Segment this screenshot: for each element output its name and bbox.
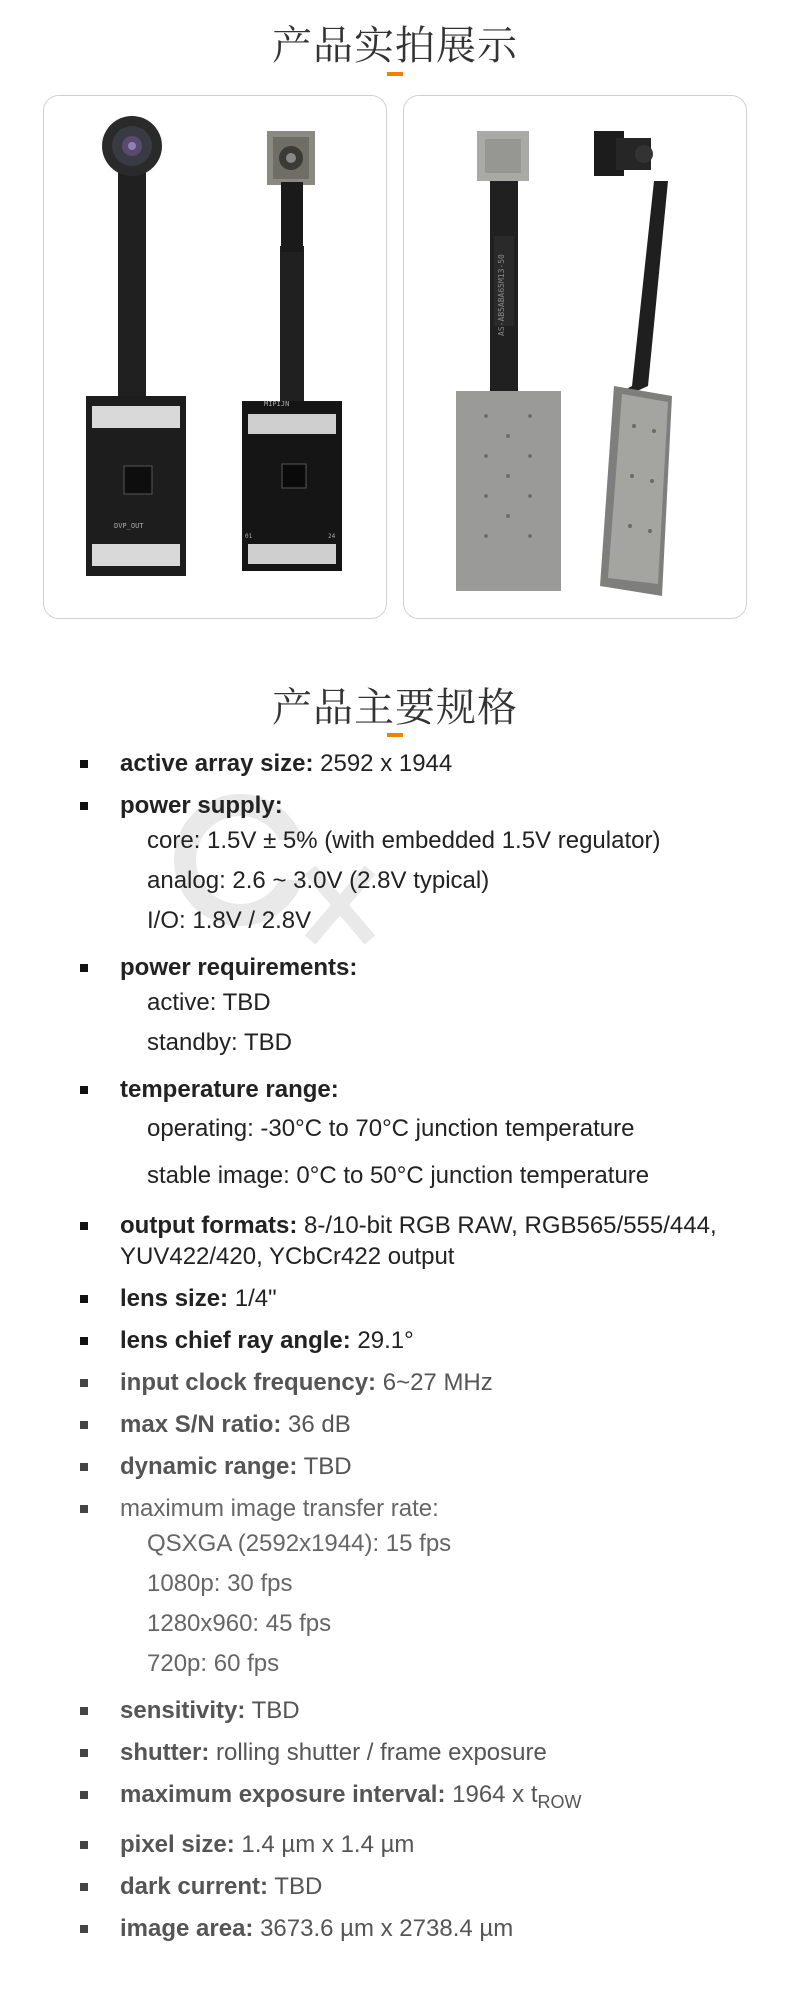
bullet-icon	[80, 1505, 88, 1513]
spec-dynamic-range: dynamic range: TBD	[80, 1451, 770, 1482]
spec-sub-line: 720p: 60 fps	[147, 1650, 280, 1677]
spec-sub-line: I/O: 1.8V / 2.8V	[147, 907, 312, 934]
spec-sub-line: standby: TBD	[147, 1029, 292, 1056]
spec-sub-line: 1080p: 30 fps	[147, 1570, 293, 1597]
bullet-icon	[80, 964, 88, 972]
spec-lens-size: lens size: 1/4"	[80, 1283, 770, 1314]
bullet-icon	[80, 802, 88, 810]
title-accent-bar-2	[387, 733, 403, 737]
svg-text:AS-AB5ABA65M13-50: AS-AB5ABA65M13-50	[497, 254, 506, 336]
bullet-icon	[80, 1463, 88, 1471]
camera-module-front-photo	[44, 96, 386, 618]
spec-power-requirements: power requirements: active: TBD standby: TBD	[80, 952, 770, 1063]
spec-list	[80, 748, 770, 1955]
spec-output-formats: output formats: 8-/10-bit RGB RAW, RGB565/555/444, YUV422/420, YCbCr422 output	[80, 1210, 770, 1272]
bullet-icon	[80, 1791, 88, 1799]
spec-dark-current: dark current: TBD	[80, 1871, 770, 1902]
spec-lens-chief-ray-angle: lens chief ray angle: 29.1°	[80, 1325, 770, 1356]
spec-pixel-size: pixel size: 1.4 µm x 1.4 µm	[80, 1829, 770, 1860]
svg-text:01: 01	[245, 533, 253, 540]
specs-section-title: 产品主要规格	[272, 685, 518, 731]
camera-module-back-photo	[404, 96, 746, 618]
bullet-icon	[80, 1925, 88, 1933]
spec-sub-line: active: TBD	[147, 989, 271, 1016]
title-accent-bar	[387, 72, 403, 76]
bullet-icon	[80, 1749, 88, 1757]
spec-sub-line: QSXGA (2592x1944): 15 fps	[147, 1530, 452, 1557]
bullet-icon	[80, 1883, 88, 1891]
bullet-icon	[80, 1841, 88, 1849]
spec-power-supply: power supply: core: 1.5V ± 5% (with embedded 1.5V regulator) analog: 2.6 ~ 3.0V (2.8V typical) I/O: 1.8V / 2.8V	[80, 790, 770, 941]
spec-sub-line: stable image: 0°C to 50°C junction temperature	[147, 1162, 650, 1189]
spec-sub-line: analog: 2.6 ~ 3.0V (2.8V typical)	[147, 867, 490, 894]
spec-image-area: image area: 3673.6 µm x 2738.4 µm	[80, 1913, 770, 1944]
spec-input-clock-frequency: input clock frequency: 6~27 MHz	[80, 1367, 770, 1398]
bullet-icon	[80, 1295, 88, 1303]
svg-text:MIPIJN: MIPIJN	[264, 400, 290, 408]
bullet-icon	[80, 1222, 88, 1230]
spec-sub-line: core: 1.5V ± 5% (with embedded 1.5V regulator)	[147, 827, 661, 854]
spec-max-sn-ratio: max S/N ratio: 36 dB	[80, 1409, 770, 1440]
spec-sensitivity: sensitivity: TBD	[80, 1695, 770, 1726]
photos-section-title: 产品实拍展示	[272, 23, 518, 69]
photo-card-front	[43, 95, 387, 619]
spec-active-array-size: active array size: 2592 x 1944	[80, 748, 770, 779]
bullet-icon	[80, 1707, 88, 1715]
bullet-icon	[80, 760, 88, 768]
bullet-icon	[80, 1337, 88, 1345]
spec-max-image-transfer-rate: maximum image transfer rate: QSXGA (2592x1944): 15 fps 1080p: 30 fps 1280x960: 45 fps 720p: 60 fps	[80, 1493, 770, 1684]
photo-card-back	[403, 95, 747, 619]
spec-max-exposure-interval: maximum exposure interval: 1964 x $t_{ROW}$	[80, 1779, 770, 1818]
svg-text:24: 24	[328, 533, 336, 540]
spec-shutter: shutter: rolling shutter / frame exposure	[80, 1737, 770, 1768]
spec-sub-line: operating: -30°C to 70°C junction temperature	[147, 1115, 635, 1142]
spec-sub-line: 1280x960: 45 fps	[147, 1610, 332, 1637]
svg-text:DVP_OUT: DVP_OUT	[114, 522, 144, 530]
spec-temperature-range: temperature range: operating: -30°C to 70°C junction temperature stable image: 0°C to 50°C junction temperature	[80, 1074, 770, 1199]
bullet-icon	[80, 1379, 88, 1387]
bullet-icon	[80, 1421, 88, 1429]
bullet-icon	[80, 1086, 88, 1094]
